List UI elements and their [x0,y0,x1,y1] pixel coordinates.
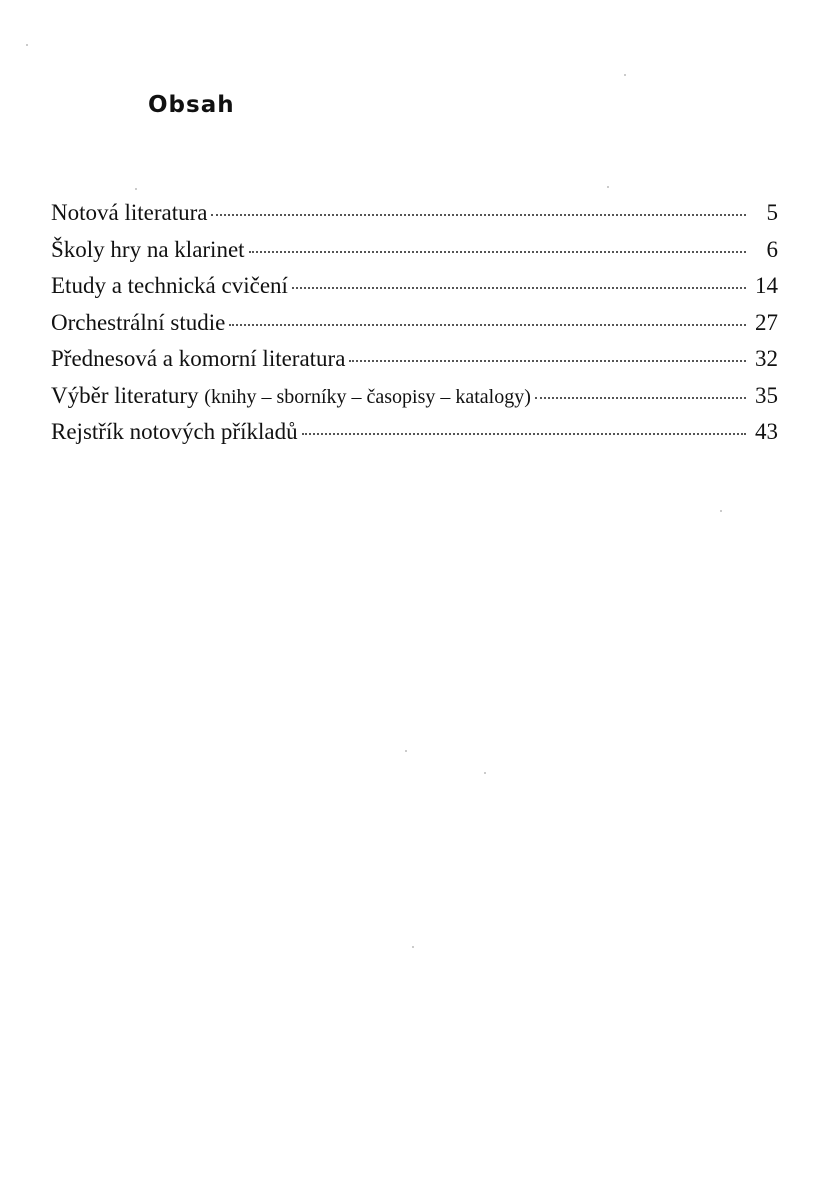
toc-entry-page: 43 [755,419,778,444]
toc-entry-label: Přednesová a komorní literatura [51,346,346,371]
toc-entry-page: 35 [755,382,778,408]
dot-leader [349,360,746,362]
toc-entry-label-sub: (knihy – sborníky – časopisy – katalogy) [204,385,531,408]
scan-speck [405,750,407,752]
toc-entry-label-main: Výběr literatury [51,382,199,408]
table-of-contents [51,200,778,456]
scan-speck [135,188,137,190]
toc-entry-page: 14 [755,273,778,298]
dot-leader [292,287,746,289]
scan-speck [624,74,626,76]
page-title: Obsah [148,92,235,118]
dot-leader [302,433,746,435]
toc-entry-page: 6 [766,236,778,262]
scan-speck [26,44,28,46]
toc-entry-orchestralni-studie [51,310,778,347]
dot-leader [211,214,746,216]
toc-entry-label: Notová literatura [51,200,208,225]
toc-entry-page: 5 [766,200,778,225]
toc-entry-etudy [51,273,778,310]
dot-leader [535,397,746,399]
toc-entry-label: Školy hry na klarinet [51,236,245,262]
toc-entry-label: Orchestrální studie [51,309,226,335]
toc-entry-label: Rejstřík notových příkladů [51,419,298,444]
toc-entry-label [51,383,531,409]
toc-entry-page: 32 [755,346,778,371]
toc-entry-vyber-literatury [51,383,778,420]
toc-entry-rejstrik [51,419,778,456]
scan-speck [607,186,609,188]
dot-leader [249,251,746,253]
scan-speck [412,946,414,948]
toc-entry-skoly-hry [51,237,778,274]
toc-entry-page: 27 [755,309,778,335]
scan-speck [720,510,722,512]
toc-entry-label: Etudy a technická cvičení [51,273,288,298]
toc-entry-notova-literatura [51,200,778,237]
toc-entry-prednesova [51,346,778,383]
dot-leader [229,324,746,326]
scan-speck [484,772,486,774]
